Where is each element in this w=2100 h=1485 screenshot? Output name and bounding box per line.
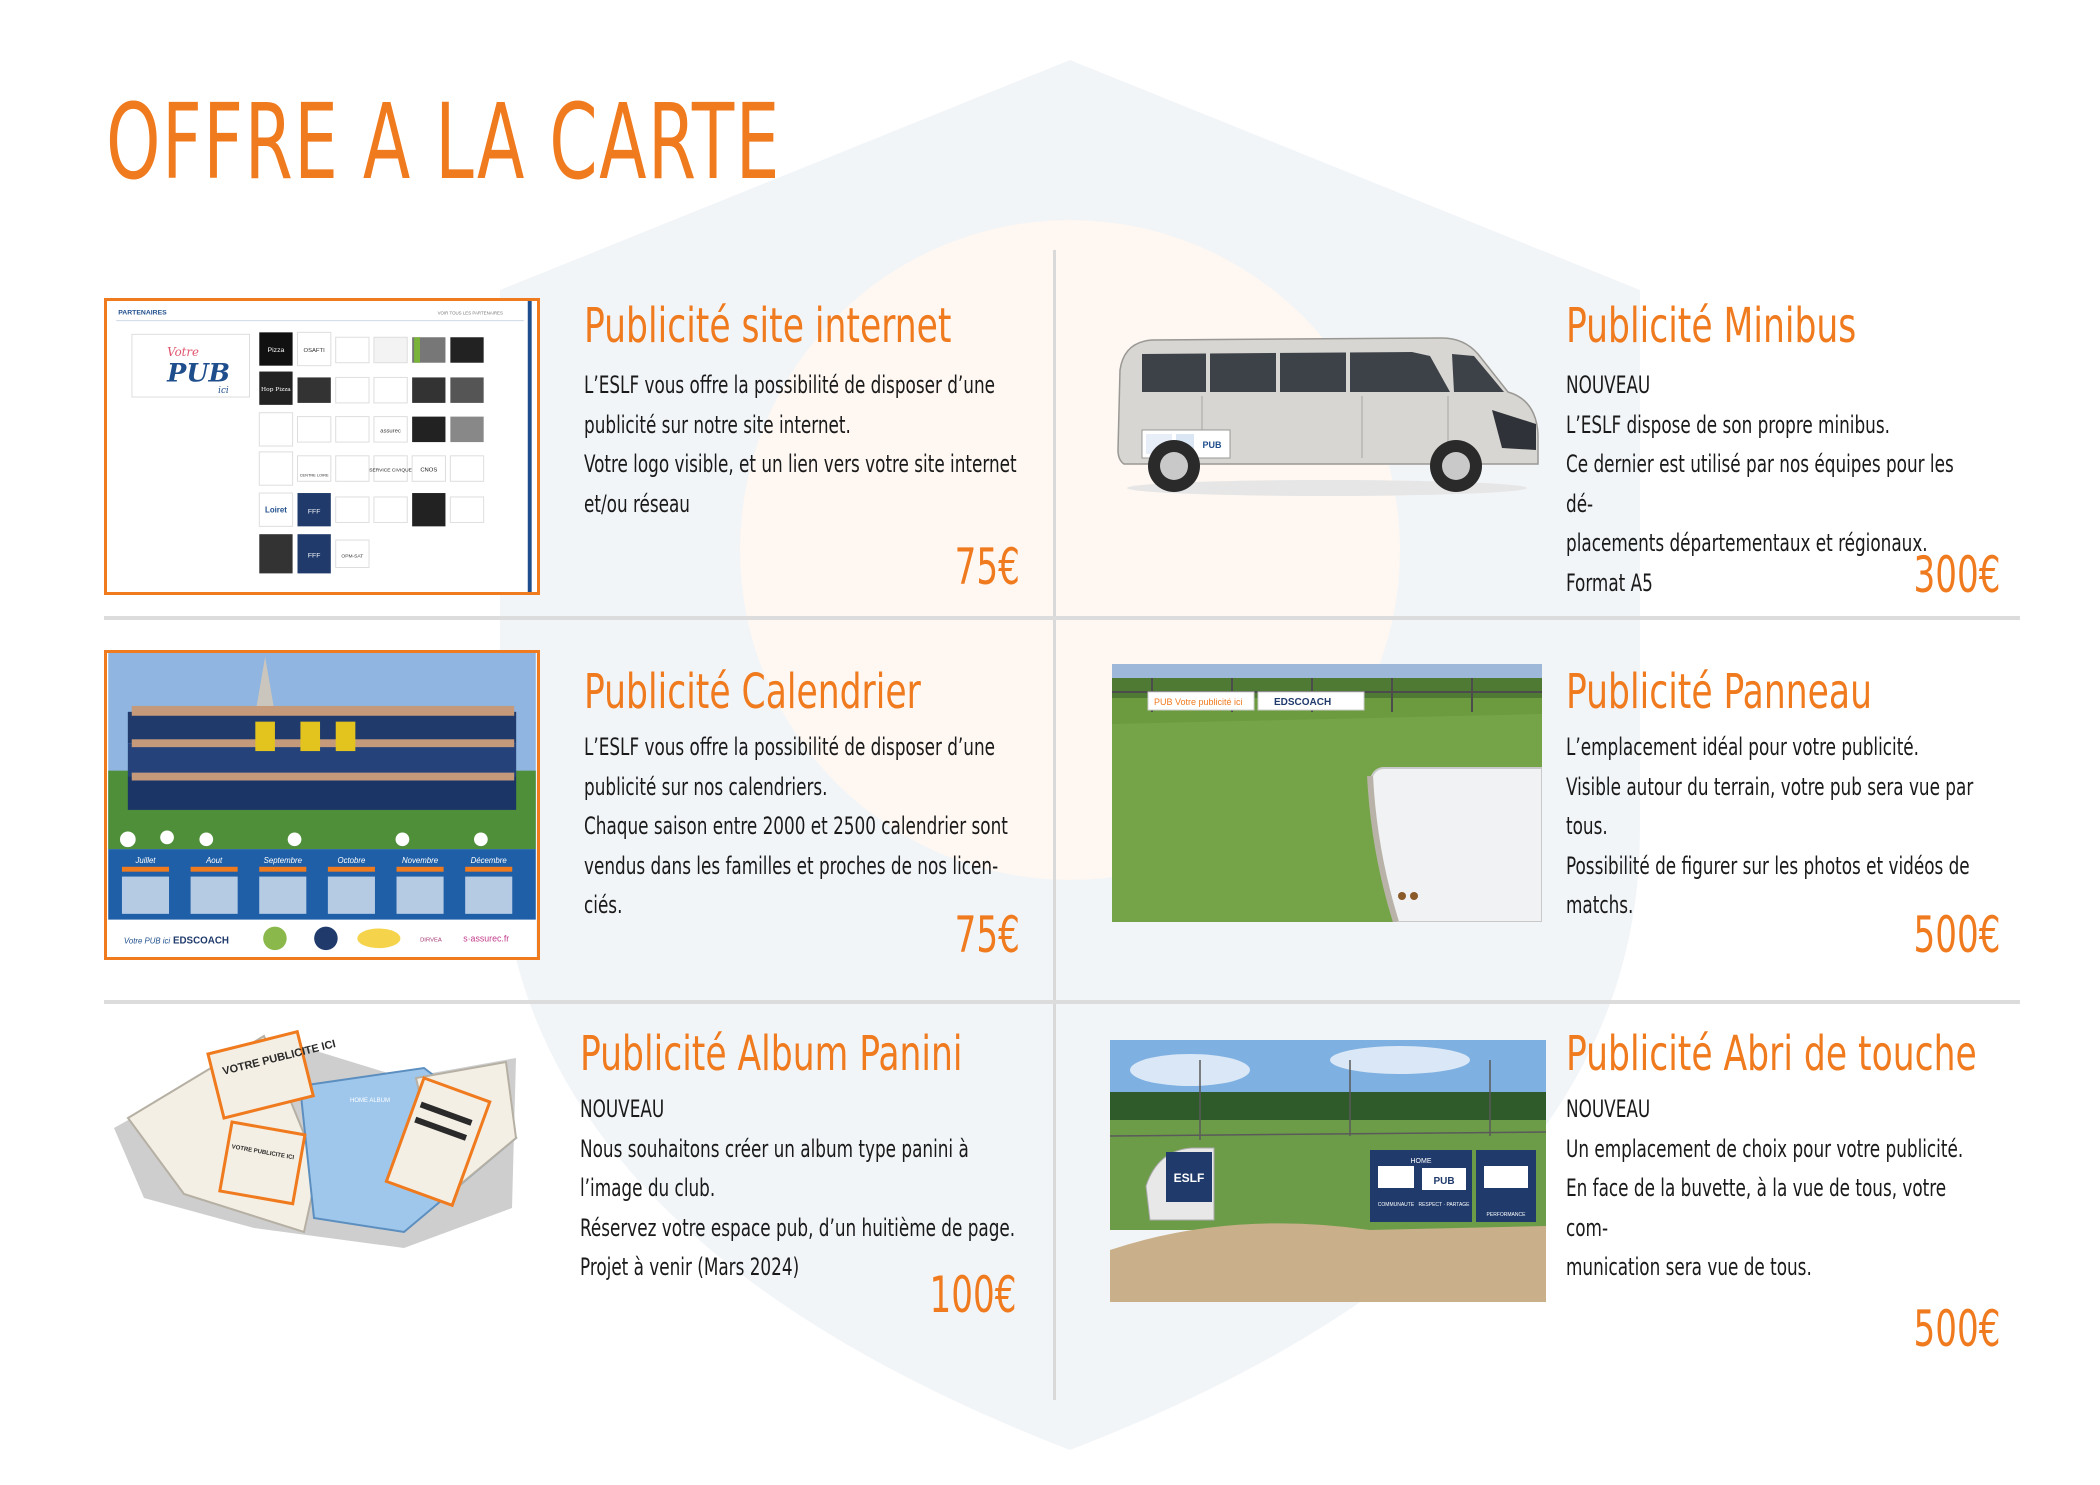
price-panneau: 500€: [1913, 906, 2000, 964]
card-title-panneau: Publicité Panneau: [1566, 664, 1872, 720]
minibus-sticker: PUB: [1202, 440, 1222, 450]
svg-text:Novembre: Novembre: [402, 855, 439, 865]
see-all-link[interactable]: VOIR TOUS LES PARTENAIRES: [437, 310, 503, 316]
dugout-photo: [1110, 1040, 1546, 1302]
svg-text:Septembre: Septembre: [263, 855, 302, 865]
partners-heading: PARTENAIRES: [118, 309, 167, 317]
svg-text:COMMUNAUTE: COMMUNAUTE: [1377, 1202, 1415, 1208]
card-body-panneau: L’emplacement idéal pour votre publicité. Visible autour du terrain, votre pub sera vue par tous. Possibilité de figurer sur les photos et vidéos de matchs.: [1566, 733, 1974, 919]
price-calendrier: 75€: [954, 906, 1020, 964]
card-body-site-internet: L’ESLF vous offre la possibilité de disposer d’une publicité sur notre site internet. Votre logo visible, et un lien vers votre site internet et/ou réseau: [584, 371, 1017, 518]
price-abri: 500€: [1913, 1300, 2000, 1358]
panini-album-photo: [104, 1018, 522, 1254]
ad-text-ici: ici: [218, 386, 229, 397]
price-site-internet: 75€: [954, 538, 1020, 596]
svg-text:Octobre: Octobre: [337, 855, 366, 865]
card-body-minibus: NOUVEAU L’ESLF dispose de son propre minibus. Ce dernier est utilisé par nos équipes pour les dé- placements départementaux et régionaux. Format A5: [1566, 371, 1954, 597]
ad-text-votre: Votre: [167, 344, 199, 359]
card-body-panini: NOUVEAU Nous souhaitons créer un album type panini à l’image du club. Réservez votre espace pub, d’un huitième de page. Projet à venir (Mars 2024): [580, 1095, 1016, 1281]
svg-text:Pizza: Pizza: [267, 346, 285, 354]
dugout-panels: [1370, 1150, 1536, 1222]
svg-text:s·assurec.fr: s·assurec.fr: [463, 933, 510, 944]
page-title: OFFRE A LA CARTE: [106, 81, 781, 203]
svg-text:Aout: Aout: [206, 855, 223, 865]
card-title-site-internet: Publicité site internet: [584, 298, 952, 354]
card-title-abri: Publicité Abri de touche: [1566, 1026, 1977, 1082]
svg-text:RESPECT · PARTAGE: RESPECT · PARTAGE: [1418, 1202, 1470, 1208]
svg-text:FFF: FFF: [307, 508, 321, 516]
pitch-banner-photo: [1112, 664, 1542, 922]
svg-text:HOME: HOME: [1410, 1158, 1432, 1165]
svg-text:Décembre: Décembre: [470, 855, 507, 865]
website-partners-screenshot: [104, 298, 540, 595]
card-body-abri: NOUVEAU Un emplacement de choix pour votre publicité. En face de la buvette, à la vue de tous, votre com- munication sera vue de tous.: [1566, 1095, 1964, 1281]
svg-text:Hop Pizza: Hop Pizza: [261, 387, 291, 394]
svg-text:Votre PUB ici: Votre PUB ici: [123, 936, 171, 946]
panini-small-stamp-text: VOTRE PUBLICITE ICI: [231, 1144, 295, 1162]
minibus-photo: [1112, 330, 1542, 498]
svg-text:PUB: PUB: [1433, 1176, 1455, 1187]
card-body-calendrier: L’ESLF vous offre la possibilité de disposer d’une publicité sur nos calendriers. Chaque saison entre 2000 et 2500 calendrier sont vendus dans les familles et proches de nos licen- ciés.: [584, 733, 1008, 919]
price-panini: 100€: [929, 1266, 1016, 1324]
card-title-calendrier: Publicité Calendrier: [584, 664, 921, 720]
dugout-club-badge: ESLF: [1173, 1171, 1205, 1185]
card-title-minibus: Publicité Minibus: [1566, 298, 1857, 354]
ad-text-pub: PUB: [167, 358, 231, 389]
svg-text:SERVICE CIVIQUE: SERVICE CIVIQUE: [369, 468, 412, 474]
column-divider: [1053, 250, 1056, 1400]
panini-stamp-text: VOTRE PUBLICITE ICI: [221, 1038, 337, 1078]
calendar-photo: [104, 650, 540, 960]
svg-text:FFF: FFF: [307, 552, 321, 560]
banner-edscoach-text: EDSCOACH: [1274, 697, 1332, 708]
price-minibus: 300€: [1913, 546, 2000, 604]
svg-text:CNOS: CNOS: [420, 467, 438, 474]
row-divider: [104, 616, 2020, 620]
svg-text:Juillet: Juillet: [135, 855, 156, 865]
svg-text:assurec: assurec: [380, 428, 401, 435]
panini-album-tab: HOME ALBUM: [350, 1098, 391, 1104]
svg-text:OPM-SAT: OPM-SAT: [341, 554, 364, 560]
card-title-panini: Publicité Album Panini: [580, 1026, 963, 1082]
svg-text:CENTRE LOIRE: CENTRE LOIRE: [299, 472, 329, 478]
svg-text:OSAFTI: OSAFTI: [303, 347, 325, 354]
row-divider: [104, 1000, 2020, 1004]
svg-text:PERFORMANCE: PERFORMANCE: [1486, 1212, 1526, 1218]
svg-text:EDSCOACH: EDSCOACH: [172, 935, 230, 947]
svg-text:DIRVEA: DIRVEA: [420, 937, 442, 944]
banner-pub-text: PUB Votre publicité ici: [1154, 697, 1243, 707]
svg-text:Loiret: Loiret: [265, 505, 287, 515]
